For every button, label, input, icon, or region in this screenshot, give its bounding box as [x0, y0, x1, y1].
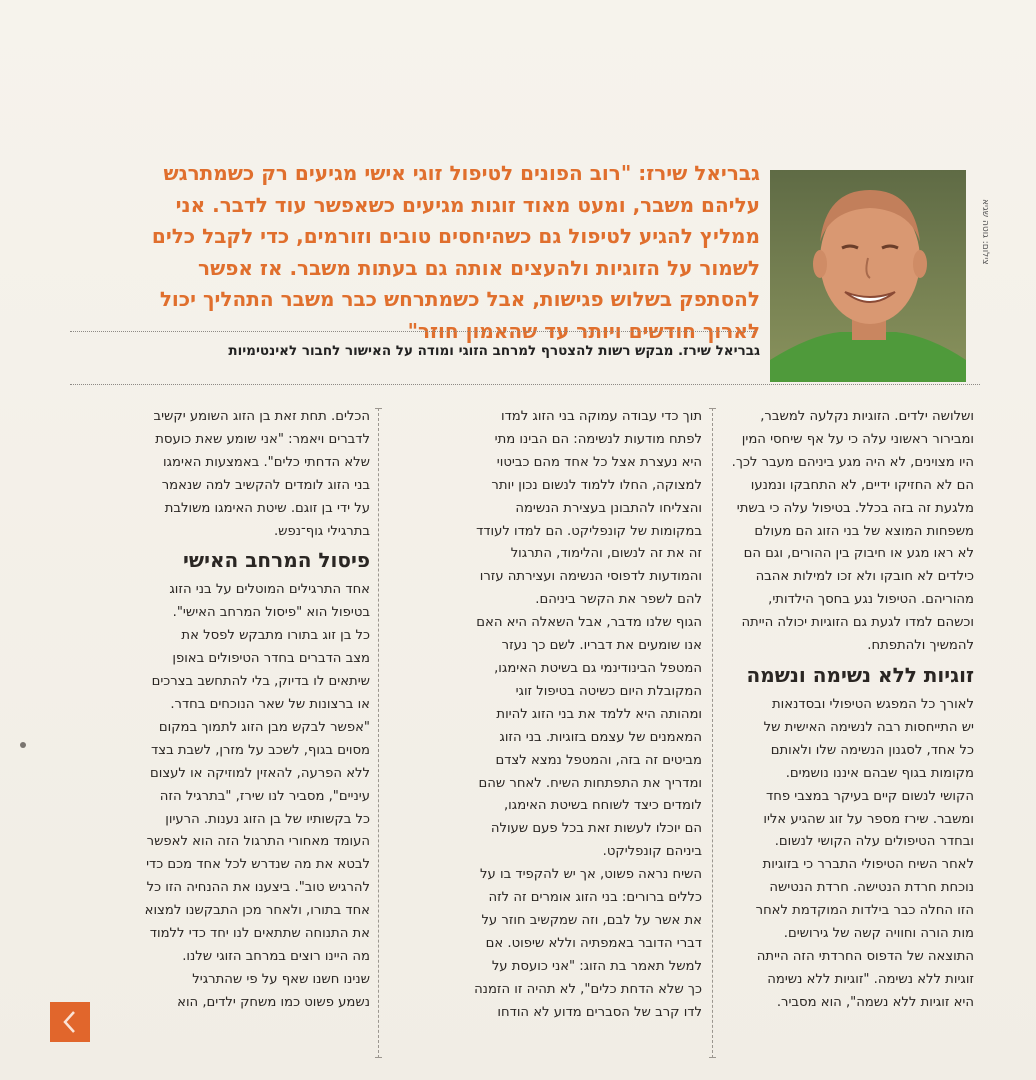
- section-heading: פיסול המרחב האישי: [183, 548, 370, 573]
- previous-page-button[interactable]: [50, 1002, 90, 1042]
- quote-author: גבריאל שירז:: [638, 161, 760, 185]
- column-right: [722, 406, 974, 1015]
- paragraph: אחד התרגילים המוטלים על בני הזוג בטיפול הוא "פיסול המרחב האישי". כל בן זוג בתורו מתבקש לפסל את מצב הדברים בחדר הטיפולים באופן שיתאים לו בדיוק, בלי להתחשב בצרכים או ברצונות של שאר הנוכחים בחדר. "אפשר לבקש מבן הזוג לתמוך במקום מסוים בגוף, לשכב על מזרן, לשבת בצד ללא הפרעה, להאזין למוזיקה או לעצום עיניים", מסביר לנו שירז, "בתרגיל הזה כל בקשותיו של בן הזוג נענות. הרעיון העומד מאחורי התרגול הזה הוא לאפשר לבטא את מה שנדרש לכל אחד מכם כדי להרגיש טוב". ביצענו את ההנחיה הזו כל אחד בתורו, ולאחר מכן התבקשנו למצוא את התנוחה שתתאים לנו יחד כדי ללמוד מה היינו רוצים במרחב הזוגי שלנו. שנינו חשנו שאף על פי שהתרגיל נשמע פשוט כמו משחק ילדים, הוא: [144, 582, 370, 1010]
- paragraph: הכלים. תחת זאת בן הזוג השומע יקשיב לדברים ויאמר: "אני שומע שאת כועסת שלא הדחתי כלים". באמצעות האימגו בני הזוג לומדים להקשיב למה שנאמר על ידי בן זוגם. שיטת האימגו משולבת בתרגילי גוף־נפש.: [153, 409, 370, 539]
- divider-top: [70, 331, 756, 332]
- photo-credit: צילום: גוטה שגיא: [980, 199, 990, 265]
- paragraph: ושלושה ילדים. הזוגיות נקלעה למשבר, ומבירור ראשוני עלה כי על אף שיחסי המין היו מצוינים, לא היה מגע ביניהם מעבר לכך. הם לא החזיקו ידיים, לא התחבקו ונמנעו מלגעת זה בזה בכלל. בטיפול עלה כי בשתי משפחות המוצא של בני הזוג הם מעולם לא ראו מגע או חיבוק בין ההורים, וגם הם כילדים לא חובקו ולא זכו למילות אהבה מהוריהם. הטיפול נגע בחסך הילדותי, וכשהם למדו לגעת גם הזוגיות יכולה הייתה להמשיך ולהתפתח.: [731, 409, 974, 654]
- margin-dot: [20, 742, 26, 748]
- portrait-illustration: [770, 170, 966, 382]
- section-heading: זוגיות ללא נשימה ונשמה: [746, 662, 974, 687]
- divider-bottom: [70, 384, 980, 385]
- column-separator: [712, 408, 713, 1058]
- quote-text: "רוב הפונים לטיפול זוגי אישי מגיעים רק כשמתרגש עליהם משבר, ומעט מאוד זוגות מגיעים כשאפשר עוד לדבר. אני ממליץ להגיע לטיפול גם כשהיחסים טובים וזורמים, כדי לקבל כלים לשמור על הזוגיות ולהעצים אותה גם בעתות משבר. אז אפשר להסתפק בשלוש פגישות, אבל כשמתרחש כבר משבר התהליך יכול לארוך חודשים ויותר עד שהאמון חוזר": [151, 161, 760, 343]
- photo-caption: גבריאל שירז. מבקש רשות להצטרף למרחב הזוגי ומודה על האישור לחבור לאינטימיות: [228, 343, 760, 359]
- paragraph: תוך כדי עבודה עמוקה בני הזוג למדו לפתח מודעות לנשימה: הם הבינו מתי היא נעצרת אצל כל אחד מהם כביטוי למצוקה, החלו ללמוד לנשום נכון יותר והצליחו להתבונן בעצירת הנשימה במקומות של קונפליקט. הם למדו לעודד זה את זה לנשום, והלימוד, התרגול והמודעות לדפוסי הנשימה ועצירתה עזרו להם לשפר את הקשר ביניהם. הגוף שלנו מדבר, אבל השאלה היא האם אנו שומעים את דבריו. לשם כך נעזר המטפל הבינודינמי גם בשיטת האימגו, המקובלת היום כשיטה בטיפול זוגי ומהותה היא ללמד את בני הזוג להיות המאמנים של עצמם בזוגיות. בני הזוג מביטים זה בזה, והמטפל נמצא לצדם ומדריך את התפתחות השיח. לאחר שהם לומדים כיצד לשוחח בשיטת האימגו, הם יוכלו לעשות זאת בכל פעם שעולה ביניהם קונפליקט. השיח נראה פשוט, אך יש להקפיד בו על כללים ברורים: בני הזוג אומרים זה לזה את אשר על לבם, וזה שמקשיב חוזר על דברי הדובר באמפתיה וללא שיפוט. אם למשל תאמר בת הזוג: "אני כועסת על כך שלא הדחת כלים", לא תהיה זו הזמנה לדו קרב של הסברים מדוע לא הודחו: [474, 409, 702, 1020]
- column-middle: [388, 406, 702, 1024]
- chevron-left-icon: [59, 1009, 81, 1035]
- column-left: [68, 406, 370, 1015]
- column-separator: [378, 408, 379, 1058]
- pull-quote: [70, 158, 760, 347]
- portrait-photo: [770, 170, 966, 382]
- paragraph: לאורך כל המפגש הטיפולי ובסדנאות יש התייחסות רבה לנשימה האישית של כל אחד, לסגנון הנשימה שלו ולאותם מקומות בגוף שבהם איננו נושמים. הקושי לנשום קיים בעיקר במצבי פחד ומשבר. שירז מספר על זוג שהגיע אליו ובחדר הטיפולים עלה הקושי לנשום. לאחר השיח הטיפולי התברר כי בזוגיות נוכחת חרדת הנטישה. חרדת הנטישה הזו החלה כבר בילדות המוקדמת לאחר מות הורה וחוויה קשה של גירושים. התוצאה של הדפוס החרדתי הזה הייתה זוגיות ללא נשימה. "זוגיות ללא נשימה היא זוגיות ללא נשמה", הוא מסביר.: [755, 696, 974, 1010]
